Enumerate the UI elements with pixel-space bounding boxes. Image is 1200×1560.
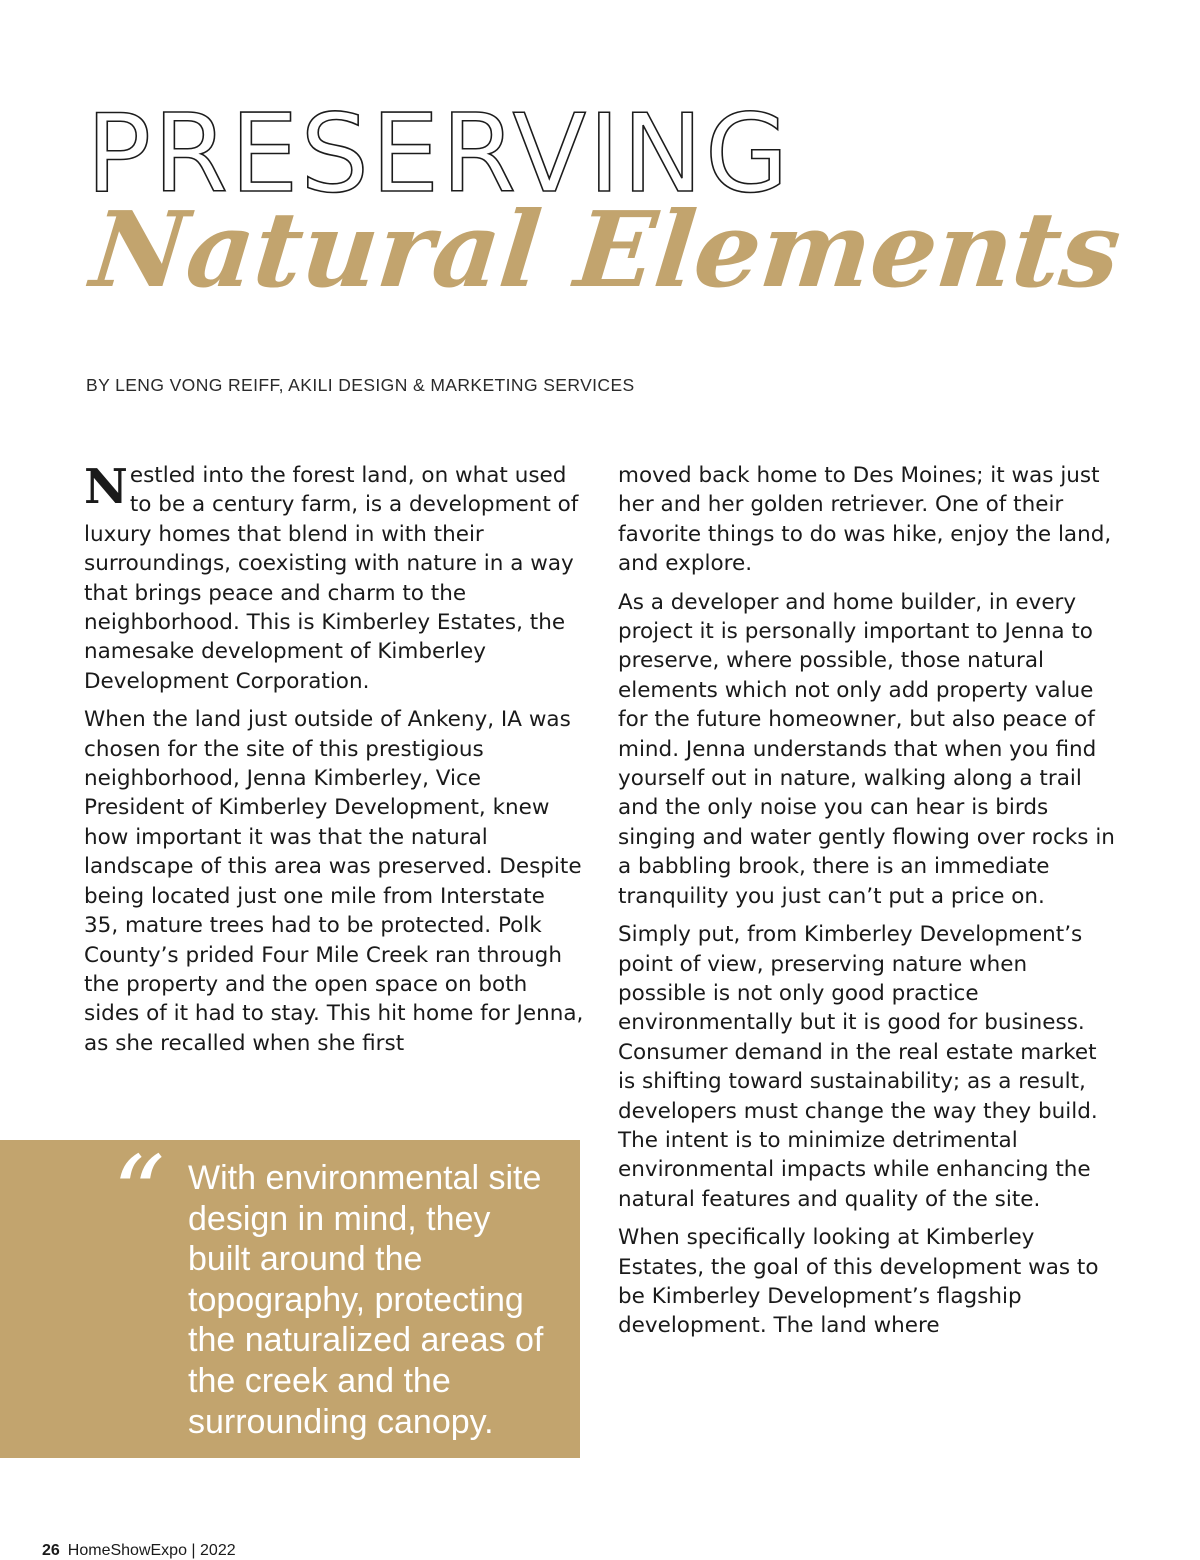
paragraph: Simply put, from Kimberley Development’s point of view, preserving nature when possible is not only good practice environmentally but it is good for business. Consumer demand in the real estate market is shifting toward sustainability; as a result, developers must change the way they build. The intent is to minimize detrimental environmental impacts while enhancing the natural features and quality of the site. — [618, 922, 1098, 1212]
paragraph: When the land just outside of Ankeny, IA was chosen for the site of this prestigious neighborhood, Jenna Kimberley, Vice President of Kimberley Development, knew how important it was that the natural landscape of this area was preserved. Despite being located just one mile from Interstate 35, mature trees had to be protected. Polk County’s prided Four Mile Creek ran through the property and the open space on both sides of it had to stay. This hit home for Jenna, as she recalled when she first — [84, 707, 584, 1056]
publication-name: HomeShowExpo | 2022 — [67, 1542, 236, 1559]
paragraph: When specifically looking at Kimberley Estates, the goal of this development was to be Kimberley Development’s flagship development. The land where — [618, 1225, 1099, 1339]
article-right-column — [618, 461, 1118, 1350]
headline-line2: Natural Elements — [85, 188, 1127, 311]
drop-cap: N — [84, 459, 128, 515]
article-left-column — [84, 461, 584, 1067]
byline: BY LENG VONG REIFF, AKILI DESIGN & MARKETING SERVICES — [86, 375, 635, 395]
page-number: 26 — [42, 1542, 60, 1559]
quote-mark-icon: “ — [112, 1133, 166, 1255]
pull-quote-text: With environmental site design in mind, they built around the topography, protecting the naturalized areas of the creek and the surrounding canopy. — [188, 1159, 544, 1441]
paragraph: Nestled into the forest land, on what used to be a century farm, is a development of luxury homes that blend in with their surroundings, coexisting with nature in a way that brings peace and charm to the neighborhood. This is Kimberley Estates, the namesake development of Kimberley Development Corporation. — [84, 459, 579, 694]
paragraph: As a developer and home builder, in every project it is personally important to Jenna to preserve, where possible, those natural elements which not only add property value for the future homeowner, but also peace of mind. Jenna understands that when you find yourself out in nature, walking along a trail and the only noise you can hear is birds singing and water gently flowing over rocks in a babbling brook, there is an immediate tranquility you just can’t put a price on. — [618, 589, 1115, 909]
paragraph: moved back home to Des Moines; it was just her and her golden retriever. One of their favorite things to do was hike, enjoy the land, and explore. — [618, 463, 1112, 577]
headline-line1: PRESERVING — [86, 92, 791, 217]
page-footer — [42, 1542, 236, 1560]
